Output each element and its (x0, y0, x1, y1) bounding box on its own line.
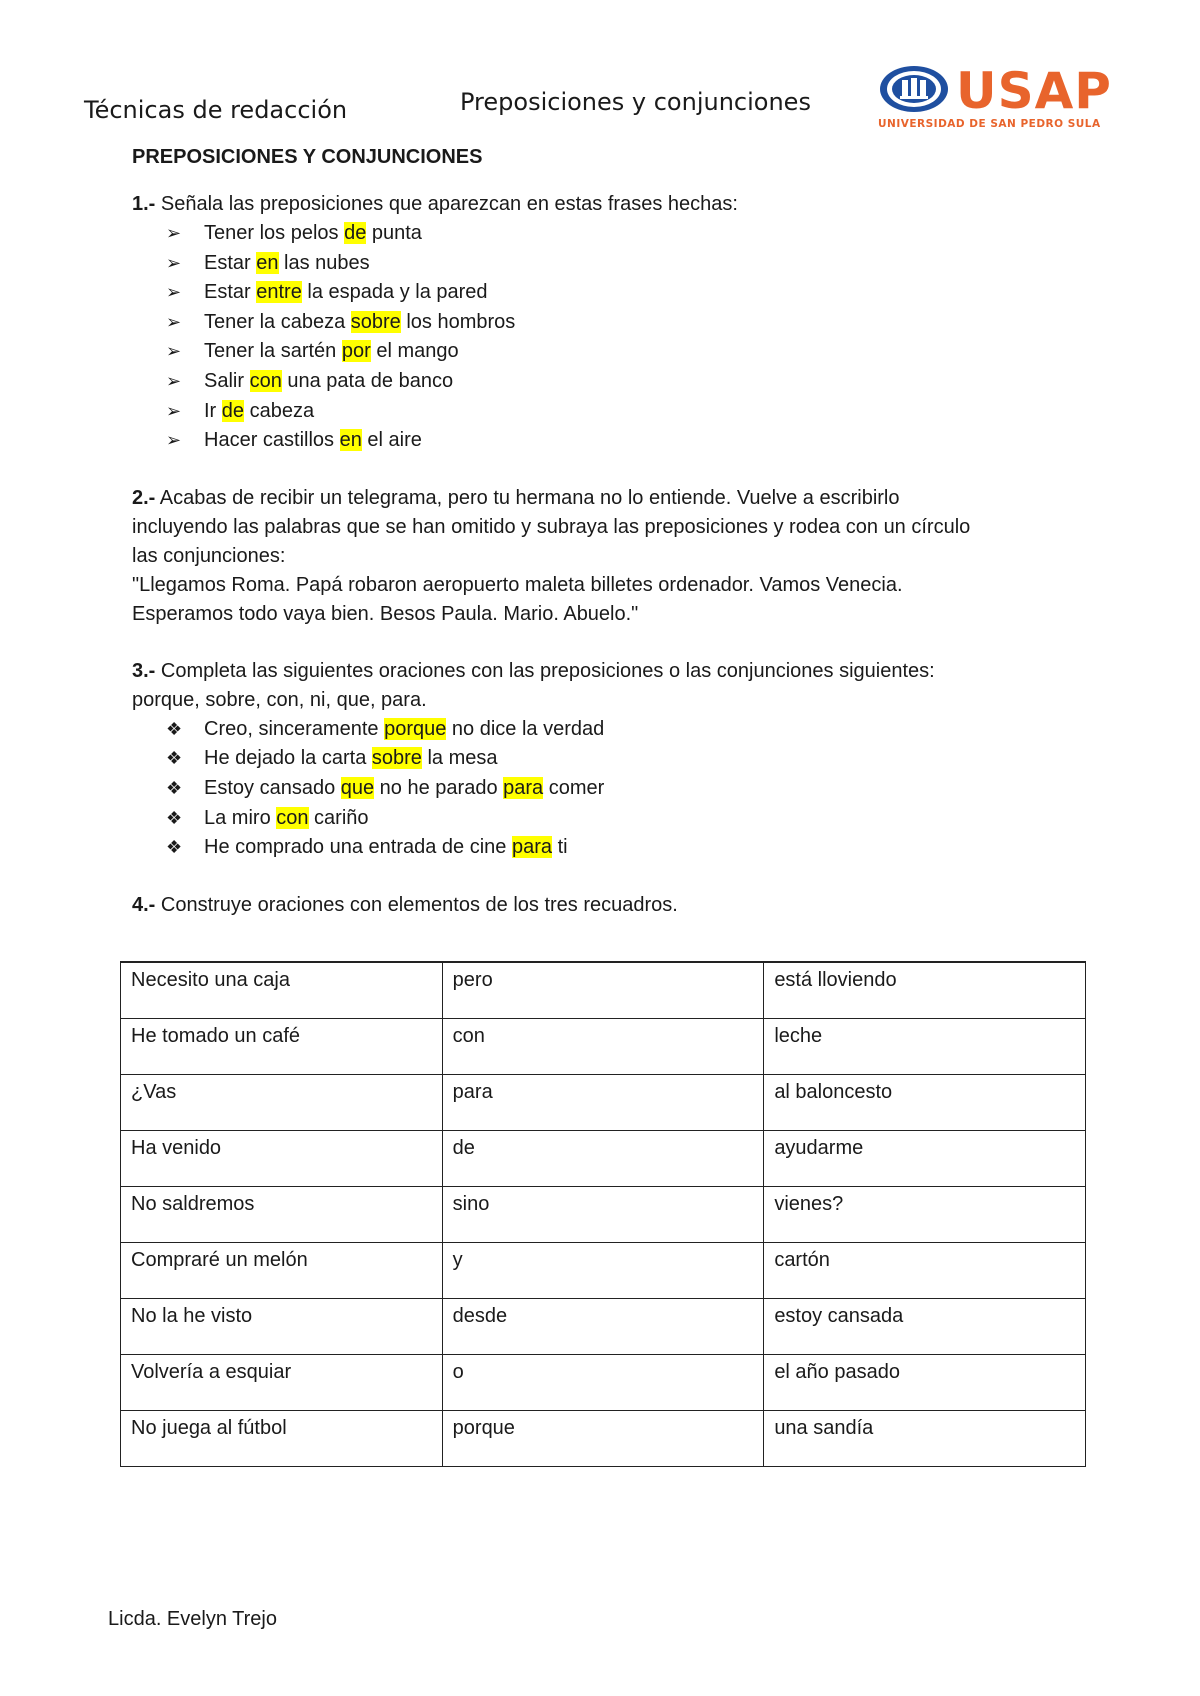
highlighted-preposition: de (221, 399, 245, 422)
table-row (121, 1299, 1086, 1355)
item-text: cariño (308, 806, 369, 829)
header-topic-title: Preposiciones y conjunciones (460, 88, 811, 116)
table-cell: leche (764, 1019, 1086, 1075)
table-cell: desde (442, 1299, 764, 1355)
arrow-bullet-icon: ➢ (166, 282, 182, 303)
item-text: Tener la sartén (204, 340, 342, 363)
table-row (121, 962, 1086, 1019)
highlighted-word: con (276, 806, 309, 829)
header-course-title: Técnicas de redacción (84, 96, 348, 124)
item-text: Ir (204, 399, 222, 422)
diamond-bullet-icon: ❖ (166, 748, 183, 769)
item-text: el mango (370, 340, 459, 363)
exercise-4-prompt: 4.- Construye oraciones con elementos de los tres recuadros. (132, 893, 678, 916)
item-text: ti (552, 836, 568, 859)
highlighted-preposition: por (341, 340, 371, 363)
item-text: punta (366, 222, 422, 244)
table-cell: He tomado un café (121, 1019, 443, 1075)
table-cell: ¿Vas (121, 1075, 443, 1131)
table-row (121, 1075, 1086, 1131)
diamond-bullet-icon: ❖ (166, 718, 183, 739)
table-cell: No saldremos (121, 1187, 443, 1243)
exercise-2-line: incluyendo las palabras que se han omitido y subraya las preposiciones y rodea con un círculo (132, 515, 971, 538)
item-text: cabeza (244, 399, 315, 422)
item-text: He dejado la carta (204, 747, 372, 770)
diamond-bullet-icon: ❖ (166, 777, 183, 798)
item-text: el aire (361, 429, 422, 452)
exercise-3-word-list: porque, sobre, con, ni, que, para. (132, 688, 427, 711)
highlighted-word: que (340, 776, 375, 799)
arrow-bullet-icon: ➢ (166, 341, 182, 362)
table-cell: Volvería a esquiar (121, 1355, 443, 1411)
table-row (121, 1243, 1086, 1299)
logo-subtitle: UNIVERSIDAD DE SAN PEDRO SULA (878, 118, 1101, 130)
item-text: La miro (204, 806, 277, 829)
arrow-bullet-icon: ➢ (166, 252, 182, 273)
highlighted-word: para (511, 836, 553, 859)
highlighted-preposition: sobre (350, 310, 401, 333)
list-item (132, 426, 1092, 456)
item-text: no dice la verdad (446, 717, 605, 740)
list-item (132, 219, 1092, 249)
highlighted-word: porque (384, 717, 447, 740)
table-cell: para (442, 1075, 764, 1131)
list-item (132, 774, 1092, 804)
item-text: la espada y la pared (301, 281, 488, 304)
item-text: Estar (204, 281, 257, 304)
item-text: He comprado una entrada de cine (204, 836, 512, 859)
highlighted-word: sobre (371, 747, 422, 770)
table-cell: cartón (764, 1243, 1086, 1299)
highlighted-preposition: entre (256, 281, 302, 304)
table-cell: Necesito una caja (121, 962, 443, 1019)
exercise-2-telegram: Esperamos todo vaya bien. Besos Paula. Mario. Abuelo." (132, 602, 639, 625)
table-row (121, 1131, 1086, 1187)
arrow-bullet-icon: ➢ (166, 400, 182, 421)
item-text: los hombros (400, 310, 516, 333)
list-item (132, 397, 1092, 427)
table-cell: ayudarme (764, 1131, 1086, 1187)
arrow-bullet-icon: ➢ (166, 370, 182, 391)
highlighted-preposition: de (344, 222, 367, 244)
highlighted-preposition: en (256, 251, 279, 274)
item-text: no he parado (374, 776, 504, 799)
list-item (132, 278, 1092, 308)
table-cell: Compraré un melón (121, 1243, 443, 1299)
exercise-4-table (120, 961, 1086, 1467)
table-cell: sino (442, 1187, 764, 1243)
table-row (121, 1187, 1086, 1243)
list-item (132, 715, 1092, 745)
exercise-3-prompt: 3.- Completa las siguientes oraciones con las preposiciones o las conjunciones siguientes: (132, 659, 935, 682)
item-text: Salir (204, 369, 250, 392)
item-text: Estar (204, 251, 257, 274)
table-cell: al baloncesto (764, 1075, 1086, 1131)
item-text: las nubes (278, 251, 370, 274)
exercise-1-prompt: 1.- Señala las preposiciones que aparezcan en estas frases hechas: (132, 193, 738, 215)
table-cell: está lloviendo (764, 962, 1086, 1019)
footer-author: Licda. Evelyn Trejo (108, 1608, 277, 1630)
diamond-bullet-icon: ❖ (166, 807, 183, 828)
exercise-2-line: las conjunciones: (132, 544, 286, 567)
highlighted-preposition: con (249, 369, 282, 392)
list-item (132, 367, 1092, 397)
table-cell: estoy cansada (764, 1299, 1086, 1355)
table-cell: y (442, 1243, 764, 1299)
table-row (121, 1019, 1086, 1075)
item-text: Estoy cansado (204, 776, 341, 799)
item-text: Creo, sinceramente (204, 717, 385, 740)
list-item (132, 744, 1092, 774)
university-emblem-icon (878, 64, 950, 114)
highlighted-word: para (503, 776, 544, 799)
table-cell: Ha venido (121, 1131, 443, 1187)
exercise-1-list (132, 219, 1092, 456)
list-item (132, 249, 1092, 279)
usap-logo (878, 62, 1128, 134)
diamond-bullet-icon: ❖ (166, 837, 183, 858)
page-title: PREPOSICIONES Y CONJUNCIONES (132, 146, 483, 168)
arrow-bullet-icon: ➢ (166, 311, 182, 332)
highlighted-preposition: en (339, 429, 362, 452)
item-text: comer (543, 776, 605, 799)
table-cell: de (442, 1131, 764, 1187)
exercise-2-prompt: 2.- Acabas de recibir un telegrama, pero tu hermana no lo entiende. Vuelve a escribirlo (132, 486, 900, 509)
table-row (121, 1411, 1086, 1467)
item-text: la mesa (421, 747, 498, 770)
item-text: Tener los pelos (204, 222, 345, 244)
arrow-bullet-icon: ➢ (166, 223, 182, 243)
document-body (132, 144, 1092, 920)
table-cell: No la he visto (121, 1299, 443, 1355)
table-row (121, 1355, 1086, 1411)
table-cell: una sandía (764, 1411, 1086, 1467)
list-item (132, 833, 1092, 863)
table-cell: el año pasado (764, 1355, 1086, 1411)
item-text: una pata de banco (281, 369, 454, 392)
table-cell: porque (442, 1411, 764, 1467)
table-cell: o (442, 1355, 764, 1411)
table-cell: pero (442, 962, 764, 1019)
item-text: Tener la cabeza (204, 310, 351, 333)
item-text: Hacer castillos (204, 429, 340, 452)
list-item (132, 308, 1092, 338)
table-cell: vienes? (764, 1187, 1086, 1243)
table-cell: No juega al fútbol (121, 1411, 443, 1467)
table-cell: con (442, 1019, 764, 1075)
exercise-2-telegram: "Llegamos Roma. Papá robaron aeropuerto maleta billetes ordenador. Vamos Venecia. (132, 573, 903, 596)
arrow-bullet-icon: ➢ (166, 430, 182, 451)
exercise-3-list (132, 715, 1092, 863)
list-item (132, 337, 1092, 367)
logo-wordmark: USAP (956, 62, 1112, 120)
list-item (132, 804, 1092, 834)
